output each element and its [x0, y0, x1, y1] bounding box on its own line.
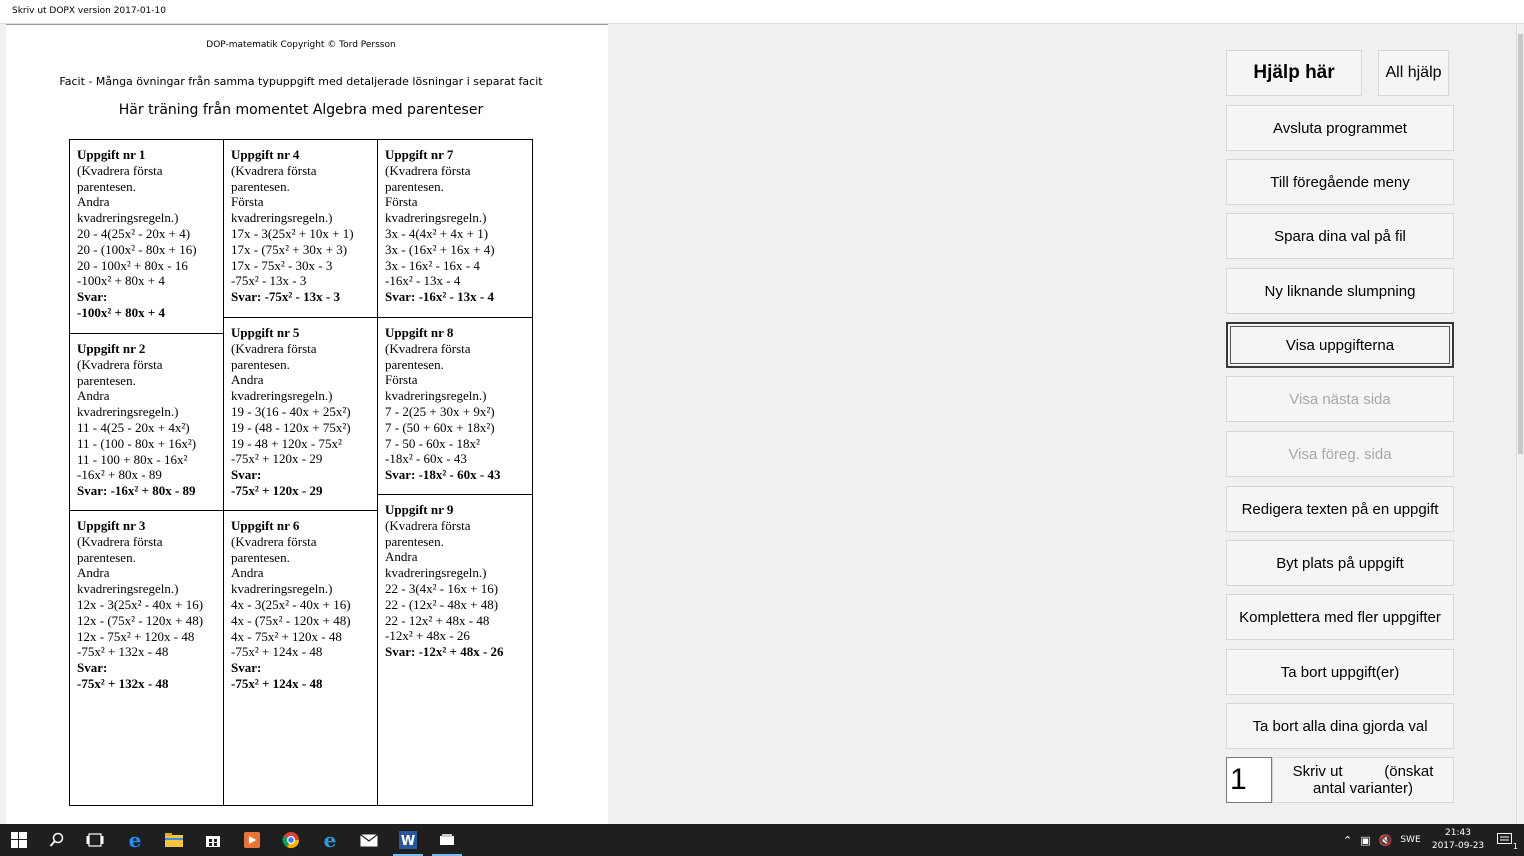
- task-line: -16x² + 80x - 89: [77, 467, 162, 483]
- task-line: 17x - 75x² - 30x - 3: [231, 257, 333, 273]
- task-line: Första: [385, 372, 418, 388]
- search-icon[interactable]: [38, 824, 76, 856]
- tray-chevron-up-icon[interactable]: ⌃: [1343, 833, 1353, 847]
- network-icon[interactable]: ▣: [1360, 833, 1371, 847]
- task-answer: -100x² + 80x + 4: [77, 304, 166, 320]
- task-title: Uppgift nr 6: [231, 518, 300, 533]
- word-icon[interactable]: [389, 824, 427, 856]
- task-line: 22 - 3(4x² - 16x + 16): [385, 580, 499, 596]
- taskbar: [0, 824, 1524, 856]
- task-title: Uppgift nr 7: [385, 147, 454, 162]
- task-line: 17x - (75x² + 30x + 3): [231, 241, 348, 257]
- task-line: 20 - 100x² + 80x - 16: [77, 257, 188, 273]
- task-cell: [70, 334, 223, 510]
- task-line: parentesen.: [231, 549, 290, 565]
- task-line: (Kvadrera första: [385, 162, 471, 178]
- task-line: 3x - 16x² - 16x - 4: [385, 257, 480, 273]
- show-tasks-button[interactable]: Visa uppgifterna: [1226, 322, 1454, 368]
- add-more-tasks-button[interactable]: Komplettera med fler uppgifter: [1226, 594, 1454, 640]
- task-line: 11 - 100 + 80x - 16x²: [77, 451, 188, 467]
- all-help-button[interactable]: All hjälp: [1378, 50, 1449, 96]
- task-line: (Kvadrera första: [77, 162, 163, 178]
- task-line: kvadreringsregeln.): [77, 581, 179, 597]
- print-preview-page: [6, 24, 608, 825]
- task-line: 12x - 75x² + 120x - 48: [77, 628, 195, 644]
- new-random-button[interactable]: Ny liknande slumpning: [1226, 268, 1454, 314]
- task-line: kvadreringsregeln.): [231, 210, 333, 226]
- task-line: -75x² + 124x - 48: [231, 644, 323, 660]
- action-center-icon[interactable]: [1486, 824, 1524, 856]
- task-cell: [224, 318, 377, 510]
- task-line: 20 - (100x² - 80x + 16): [77, 241, 197, 257]
- task-answer: Svar:: [231, 660, 262, 676]
- task-cell: [378, 495, 532, 805]
- task-line: kvadreringsregeln.): [231, 388, 333, 404]
- svg-text:W: W: [400, 834, 416, 849]
- volume-icon[interactable]: 🔇: [1378, 833, 1393, 847]
- task-title: Uppgift nr 2: [77, 341, 146, 356]
- print-button-label-line1: Skriv ut (önskat: [1292, 763, 1434, 780]
- task-cell: [378, 318, 532, 494]
- task-cell: [70, 140, 223, 333]
- taskbar-clock[interactable]: [1428, 827, 1488, 853]
- task-line: Andra: [231, 372, 264, 388]
- task-line: Andra: [77, 565, 110, 581]
- page-heading: Här träning från momentet Algebra med parenteser: [118, 102, 484, 118]
- task-answer: Svar: -12x² + 48x - 26: [385, 644, 504, 660]
- task-line: parentesen.: [231, 356, 290, 372]
- task-line: 19 - 3(16 - 40x + 25x²): [231, 403, 351, 419]
- next-page-button[interactable]: Visa nästa sida: [1226, 376, 1454, 422]
- task-view-icon[interactable]: [76, 824, 114, 856]
- windows-start-icon[interactable]: [0, 824, 38, 856]
- facit-text: Facit - Många övningar från samma typuppgift med detaljerade lösningar i separat facit: [59, 75, 543, 88]
- task-cell: [224, 511, 377, 805]
- task-title: Uppgift nr 4: [231, 147, 300, 162]
- quit-button[interactable]: Avsluta programmet: [1226, 105, 1454, 151]
- task-line: (Kvadrera första: [231, 340, 317, 356]
- task-line: (Kvadrera första: [231, 533, 317, 549]
- task-line: -100x² + 80x + 4: [77, 273, 165, 289]
- mail-icon[interactable]: [350, 824, 388, 856]
- clock-date: 2017-09-23: [1431, 841, 1485, 851]
- swap-task-button[interactable]: Byt plats på uppgift: [1226, 540, 1454, 586]
- task-line: kvadreringsregeln.): [385, 388, 487, 404]
- task-title: Uppgift nr 9: [385, 502, 454, 517]
- task-line: 22 - 12x² + 48x - 48: [385, 612, 490, 628]
- task-answer: Svar:: [231, 467, 262, 483]
- task-line: parentesen.: [77, 372, 136, 388]
- task-line: Andra: [77, 388, 110, 404]
- dopx-app-icon[interactable]: [428, 824, 466, 856]
- task-title: Uppgift nr 8: [385, 325, 454, 340]
- task-answer: Svar: -16x² - 13x - 4: [385, 289, 494, 305]
- edge-browser-icon[interactable]: e: [128, 828, 142, 852]
- task-line: 17x - 3(25x² + 10x + 1): [231, 225, 354, 241]
- task-line: 11 - (100 - 80x + 16x²): [77, 435, 197, 451]
- task-line: 4x - 75x² + 120x - 48: [231, 628, 342, 644]
- print-button[interactable]: [1272, 757, 1454, 803]
- task-line: 19 - (48 - 120x + 75x²): [231, 419, 351, 435]
- task-line: parentesen.: [77, 549, 136, 565]
- variants-count-input[interactable]: 1: [1226, 757, 1272, 803]
- task-answer: Svar: -75x² - 13x - 3: [231, 289, 340, 305]
- task-line: 3x - (16x² + 16x + 4): [385, 241, 495, 257]
- clock-time: 21:43: [1445, 828, 1471, 838]
- task-answer: -75x² + 120x - 29: [231, 482, 323, 498]
- task-line: parentesen.: [231, 178, 290, 194]
- previous-menu-button[interactable]: Till föregående meny: [1226, 159, 1454, 205]
- window-title: Skriv ut DOPX version 2017-01-10: [12, 6, 167, 16]
- task-line: Andra: [77, 194, 110, 210]
- task-line: kvadreringsregeln.): [77, 210, 179, 226]
- task-column-1: [70, 140, 224, 805]
- help-here-button[interactable]: Hjälp här: [1226, 50, 1362, 96]
- task-line: kvadreringsregeln.): [385, 210, 487, 226]
- task-line: -16x² - 13x - 4: [385, 273, 461, 289]
- task-line: -18x² - 60x - 43: [385, 451, 467, 467]
- task-answer: -75x² + 132x - 48: [77, 675, 169, 691]
- task-title: Uppgift nr 1: [77, 147, 146, 162]
- store-icon[interactable]: [194, 824, 232, 856]
- task-cell: [70, 511, 223, 805]
- save-choices-button[interactable]: Spara dina val på fil: [1226, 213, 1454, 259]
- task-line: -75x² + 120x - 29: [231, 451, 323, 467]
- task-title: Uppgift nr 3: [77, 518, 146, 533]
- task-line: (Kvadrera första: [77, 356, 163, 372]
- task-line: Första: [385, 194, 418, 210]
- task-answer: Svar:: [77, 289, 108, 305]
- task-answer: -75x² + 124x - 48: [231, 675, 323, 691]
- task-line: parentesen.: [385, 178, 444, 194]
- internet-explorer-icon[interactable]: e: [323, 828, 337, 852]
- task-line: 4x - 3(25x² - 40x + 16): [231, 596, 351, 612]
- task-line: Andra: [385, 549, 418, 565]
- task-line: (Kvadrera första: [385, 340, 471, 356]
- task-line: 11 - 4(25 - 20x + 4x²): [77, 419, 190, 435]
- task-grid: [69, 139, 533, 806]
- remove-tasks-button[interactable]: Ta bort uppgift(er): [1226, 649, 1454, 695]
- task-line: 3x - 4(4x² + 4x + 1): [385, 225, 489, 241]
- notification-count: 1: [1512, 842, 1518, 851]
- edit-text-button[interactable]: Redigera texten på en uppgift: [1226, 486, 1454, 532]
- task-title: Uppgift nr 5: [231, 325, 300, 340]
- language-indicator[interactable]: SWE: [1400, 835, 1421, 845]
- media-player-icon[interactable]: [233, 824, 271, 856]
- task-line: 20 - 4(25x² - 20x + 4): [77, 225, 191, 241]
- task-line: parentesen.: [385, 533, 444, 549]
- task-line: kvadreringsregeln.): [385, 565, 487, 581]
- task-line: (Kvadrera första: [77, 533, 163, 549]
- task-line: kvadreringsregeln.): [231, 581, 333, 597]
- task-answer: Svar: -18x² - 60x - 43: [385, 467, 501, 483]
- file-explorer-icon[interactable]: [155, 824, 193, 856]
- vertical-scrollbar[interactable]: [1516, 24, 1524, 824]
- task-line: -12x² + 48x - 26: [385, 628, 470, 644]
- task-column-3: [378, 140, 532, 805]
- task-column-2: [224, 140, 378, 805]
- task-line: Första: [231, 194, 264, 210]
- previous-page-button[interactable]: Visa föreg. sida: [1226, 431, 1454, 477]
- window-titlebar: [0, 0, 1524, 24]
- task-line: kvadreringsregeln.): [77, 404, 179, 420]
- task-answer: Svar: -16x² + 80x - 89: [77, 483, 196, 499]
- copyright-text: DOP-matematik Copyright © Tord Persson: [206, 40, 396, 50]
- scrollbar-thumb[interactable]: [1518, 34, 1523, 454]
- task-line: (Kvadrera första: [385, 517, 471, 533]
- chrome-icon[interactable]: [272, 824, 310, 856]
- task-line: 12x - (75x² - 120x + 48): [77, 612, 204, 628]
- task-cell: [378, 140, 532, 317]
- task-line: parentesen.: [77, 178, 136, 194]
- task-line: 4x - (75x² - 120x + 48): [231, 612, 351, 628]
- print-button-label-line2: antal varianter): [1312, 780, 1414, 797]
- task-cell: [224, 140, 377, 317]
- remove-all-choices-button[interactable]: Ta bort alla dina gjorda val: [1226, 703, 1454, 749]
- system-tray: [1343, 824, 1421, 856]
- task-line: Andra: [231, 565, 264, 581]
- task-line: 22 - (12x² - 48x + 48): [385, 596, 499, 612]
- task-line: 7 - (50 + 60x + 18x²): [385, 419, 495, 435]
- task-line: -75x² + 132x - 48: [77, 644, 169, 660]
- task-line: 7 - 2(25 + 30x + 9x²): [385, 403, 495, 419]
- task-line: -75x² - 13x - 3: [231, 273, 307, 289]
- task-line: 12x - 3(25x² - 40x + 16): [77, 596, 204, 612]
- task-line: 7 - 50 - 60x - 18x²: [385, 435, 480, 451]
- task-line: (Kvadrera första: [231, 162, 317, 178]
- task-answer: Svar:: [77, 660, 108, 676]
- task-line: parentesen.: [385, 356, 444, 372]
- task-line: 19 - 48 + 120x - 75x²: [231, 435, 342, 451]
